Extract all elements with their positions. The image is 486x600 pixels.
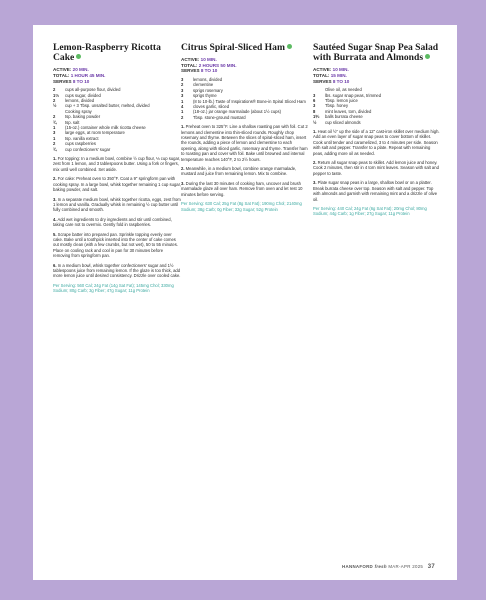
- instruction-step: [53, 263, 181, 279]
- instruction-step: [181, 166, 309, 177]
- ingredient-qty: 6: [313, 98, 316, 103]
- ingredient-text: Tbsp. honey: [325, 103, 349, 109]
- ingredient-qty: 3: [181, 76, 184, 82]
- ingredient-qty: 3: [313, 103, 316, 109]
- page-footer: [342, 564, 435, 570]
- recipe-title-text: Sautéed Sugar Snap Pea Salad with Burrata and Almonds: [313, 42, 439, 64]
- ingredient-text: balls burrata cheese: [325, 114, 363, 120]
- step-number: 2.: [181, 166, 185, 172]
- ingredient-qty: 8: [313, 108, 316, 114]
- step-text: Add wet ingredients to dry ingredients and stir until combined, taking care not to overmix. Gently fold in raspberries.: [53, 216, 172, 228]
- leaf-icon: [425, 54, 430, 59]
- total-time: 15 MIN.: [330, 73, 347, 78]
- ingredient-qty: 2: [53, 98, 56, 103]
- step-number: 3.: [181, 180, 185, 186]
- step-number: 1.: [313, 129, 317, 135]
- ingredient-text: Tbsp. stone-ground mustard: [193, 114, 246, 120]
- serves-count: 8 TO 10: [72, 78, 90, 84]
- ingredient-qty: 1: [181, 109, 184, 115]
- recipe-title: [313, 43, 441, 63]
- active-time: 20 MIN.: [72, 67, 89, 73]
- total-label: TOTAL:: [53, 73, 70, 78]
- ingredient-qty: 1: [181, 98, 184, 104]
- step-text: Preheat oven to 325°F. Line a shallow roasting pan with foil. Cut 2 lemons and clementine into thin-sliced rounds. Roughly chop rosemary and thyme. Between the slices of spiral-sliced ham, insert the rounds, adding a piece of lemon and clementine to each opening, along with sliced garlic, rosemary and thyme. Transfer ham to roasting pan and cover with foil. Bake until browned and internal temperature reaches 140°F, 2 to 2½ hours.: [181, 124, 308, 162]
- step-number: 2.: [313, 160, 317, 166]
- total-label: TOTAL:: [181, 62, 198, 68]
- ingredient-list: [181, 77, 309, 120]
- ingredient-text: cloves garlic, sliced: [193, 104, 230, 110]
- ingredient-text: lemons, divided: [193, 76, 223, 82]
- step-number: 1.: [181, 124, 185, 130]
- recipe-title-text: Citrus Spiral-Sliced Ham: [181, 42, 285, 53]
- ingredient-item: [181, 115, 309, 120]
- recipe-column-3: [313, 43, 441, 217]
- ingredient-text: tsp. vanilla extract: [65, 135, 99, 141]
- step-number: 2.: [53, 176, 57, 182]
- step-text: In a separate medium bowl, whisk together ricotta, eggs, zest from 1 lemon and vanilla. Gradually whisk in remaining ½ cup butter until fully combined and smooth.: [53, 196, 181, 213]
- recipe-meta: [313, 67, 441, 84]
- active-label: ACTIVE:: [181, 57, 200, 63]
- step-text: Return all sugar snap peas to skillet. Add lemon juice and honey. Cook 2 minutes, then stir in 4 torn mint leaves. Season with salt and pepper to taste.: [313, 160, 439, 176]
- step-number: 1.: [53, 156, 57, 162]
- instruction-step: [53, 217, 181, 228]
- ingredient-text: (15-oz.) container whole milk ricotta cheese: [65, 125, 146, 131]
- step-text: For topping: In a medium bowl, combine ½ cup flour, ⅓ cup sugar, zest from 1 lemon, and 3 tablespoons butter. Using a fork or fingers, mix until well combined. Set aside.: [53, 156, 181, 172]
- ingredient-text: sprigs rosemary: [193, 87, 223, 93]
- ingredient-qty: 1: [53, 135, 56, 141]
- step-number: 3.: [313, 180, 317, 186]
- active-time: 10 MIN.: [332, 67, 349, 73]
- step-text: Scrape batter into prepared pan. Sprinkle topping evenly over cake. Bake until a toothpick inserted into the center of cake comes out mostly clean (with a few crumbs, but not wet), 50 to 55 minutes. Place on cooling rack and cool in pan for 30 minutes before removing from springform pan.: [53, 231, 178, 259]
- ingredient-qty: 1: [53, 125, 56, 131]
- serves-count: 8 TO 10: [200, 68, 218, 74]
- nutrition-info: Per Serving: 630 Cal; 25g Fat (8g Sat Fat); 190mg Chol; 2140mg Sodium; 38g Carb; 0g Fiber; 32g Sugar; 52g Protein: [181, 201, 302, 212]
- ingredient-text: Cooking spray: [65, 108, 92, 114]
- instruction-step: [181, 181, 309, 197]
- ingredient-text: sprigs thyme: [193, 93, 217, 99]
- instruction-step: [313, 180, 441, 202]
- ingredient-qty: 3: [53, 130, 56, 136]
- ingredient-text: (18-oz.) jar orange marmalade (about 1½ cups): [193, 109, 281, 115]
- step-text: Meanwhile, in a medium bowl, combine orange marmalade, mustard and juice from remaining lemon. Mix to combine.: [181, 166, 297, 177]
- ingredient-qty: ¾: [53, 146, 57, 152]
- ingredient-list: [53, 87, 181, 152]
- ingredient-qty: ½: [53, 103, 57, 109]
- ingredient-qty: 4: [181, 104, 184, 110]
- instruction-step: [53, 176, 181, 192]
- serves-label: SERVES: [53, 78, 72, 84]
- ingredient-qty: 2: [53, 114, 56, 120]
- step-number: 6.: [53, 262, 57, 268]
- active-label: ACTIVE:: [313, 67, 332, 73]
- ingredient-text: large eggs, at room temperature: [65, 130, 125, 136]
- instruction-step: [53, 232, 181, 259]
- ingredient-text: cup confectioners' sugar: [65, 146, 111, 152]
- page-number: 37: [427, 564, 435, 570]
- recipe-column-1: [53, 43, 181, 294]
- nutrition-info: Per Serving: 440 Cal; 24g Fat (6g Sat Fat); 20mg Chol; 80mg Sodium; 44g Carb; 1g Fiber; 27g Sugar; 11g Protein: [313, 205, 427, 217]
- ingredient-qty: 3: [181, 93, 184, 99]
- serves-label: SERVES: [313, 78, 332, 84]
- ingredient-qty: ½: [313, 119, 317, 125]
- recipe-title-text: Lemon-Raspberry Ricotta Cake: [53, 42, 161, 64]
- recipe-page: [33, 25, 457, 580]
- recipe-column-2: [181, 43, 309, 212]
- ingredient-qty: 3: [313, 92, 316, 98]
- ingredient-qty: 2: [181, 82, 184, 88]
- ingredient-text: mint leaves, torn, divided: [325, 108, 372, 114]
- leaf-icon: [76, 54, 81, 59]
- nutrition-info: Per Serving: 560 Cal; 24g Fat (14g Sat Fat); 145mg Chol; 330mg Sodium; 80g Carb; 3g Fiber; 47g Sugar; 11g Protein: [53, 282, 174, 294]
- ingredient-text: cups raspberries: [65, 141, 96, 147]
- instruction-step: [181, 124, 309, 162]
- ingredient-text: Tbsp. lemon juice: [325, 98, 358, 103]
- ingredient-qty: 1⅔: [53, 92, 59, 98]
- serves-count: 8 TO 10: [332, 78, 350, 84]
- instruction-step: [313, 160, 441, 176]
- ingredient-text: cups all-purpose flour, divided: [65, 87, 121, 93]
- serves-label: SERVES: [181, 68, 200, 74]
- step-text: For cake: Preheat oven to 350°F. Coat a 9" springform pan with cooking spray. In a large bowl, whisk together remaining 1 cup sugar, baking powder, and salt.: [53, 176, 181, 193]
- ingredient-qty: 1⅟₂: [313, 114, 320, 120]
- recipe-title: [181, 43, 309, 53]
- total-time: 1 HOUR 45 MIN.: [70, 73, 106, 78]
- instruction-step: [53, 197, 181, 213]
- ingredient-text: Olive oil, as needed: [325, 87, 362, 93]
- active-time: 10 MIN.: [200, 57, 217, 63]
- step-text: Plate sugar snap peas in a large, shallow bowl or on a platter. Break burrata cheese over top. Season with salt and pepper. Top with almonds and garnish with remaining mint and a drizzle of olive oil.: [313, 180, 438, 202]
- recipe-meta: [181, 57, 309, 74]
- step-text: In a medium bowl, whisk together confectioners' sugar and 1½ tablespoons juice from remaining lemon. If the glaze is too thick, add more lemon juice until desired consistency. Drizzle over cooled cake.: [53, 262, 181, 279]
- recipe-title: [53, 43, 181, 63]
- total-time: 2 HOURS 50 MIN.: [198, 62, 237, 68]
- step-number: 4.: [53, 216, 57, 222]
- step-number: 3.: [53, 196, 57, 202]
- ingredient-item: [53, 147, 181, 152]
- step-number: 5.: [53, 231, 57, 237]
- ingredient-text: tsp. baking powder: [65, 114, 101, 120]
- instruction-step: [53, 156, 181, 172]
- ingredient-text: tsp. salt: [65, 119, 80, 125]
- ingredient-text: clementine: [193, 82, 214, 88]
- footer-brand: HANNAFORD: [342, 564, 374, 569]
- ingredient-text: cup + 3 Tbsp. unsalted butter, melted, divided: [65, 103, 150, 109]
- footer-magazine: fresh: [374, 564, 387, 569]
- footer-issue: MAR-APR 2025: [388, 564, 424, 569]
- ingredient-text: cups sugar, divided: [65, 92, 101, 98]
- ingredient-text: lbs. sugar snap peas, trimmed: [325, 92, 382, 98]
- step-text: Heat oil ½" up the side of a 12" cast-iron skillet over medium high. Add an even layer of sugar snap peas to cover bottom of skillet. Cook until tender and caramelized, 3 to 4 minutes per side. Season with salt and pepper. Transfer to a plate. Repeat with remaining peas, adding more oil as needed.: [313, 129, 440, 156]
- ingredient-text: (8 to 10-lb.) Taste of Inspirations® Bone-in Spiral Sliced Ham: [193, 98, 306, 104]
- leaf-icon: [287, 44, 292, 49]
- active-label: ACTIVE:: [53, 67, 72, 73]
- ingredient-qty: 3: [181, 87, 184, 93]
- ingredient-qty: 2: [53, 141, 56, 147]
- total-label: TOTAL:: [313, 73, 330, 78]
- ingredient-qty: 2: [181, 114, 184, 120]
- ingredient-text: cup sliced almonds: [325, 119, 361, 125]
- ingredient-item: [313, 120, 441, 125]
- recipe-meta: [53, 67, 181, 84]
- step-text: During the last 30 minutes of cooking ham, uncover and brush marmalade glaze all over ham. Remove from oven and let rest 10 minutes before serving.: [181, 180, 303, 197]
- ingredient-text: lemons, divided: [65, 98, 95, 103]
- ingredient-list: [313, 87, 441, 125]
- ingredient-qty: ¾: [53, 119, 57, 125]
- instruction-step: [313, 129, 441, 156]
- ingredient-qty: 2: [53, 87, 56, 93]
